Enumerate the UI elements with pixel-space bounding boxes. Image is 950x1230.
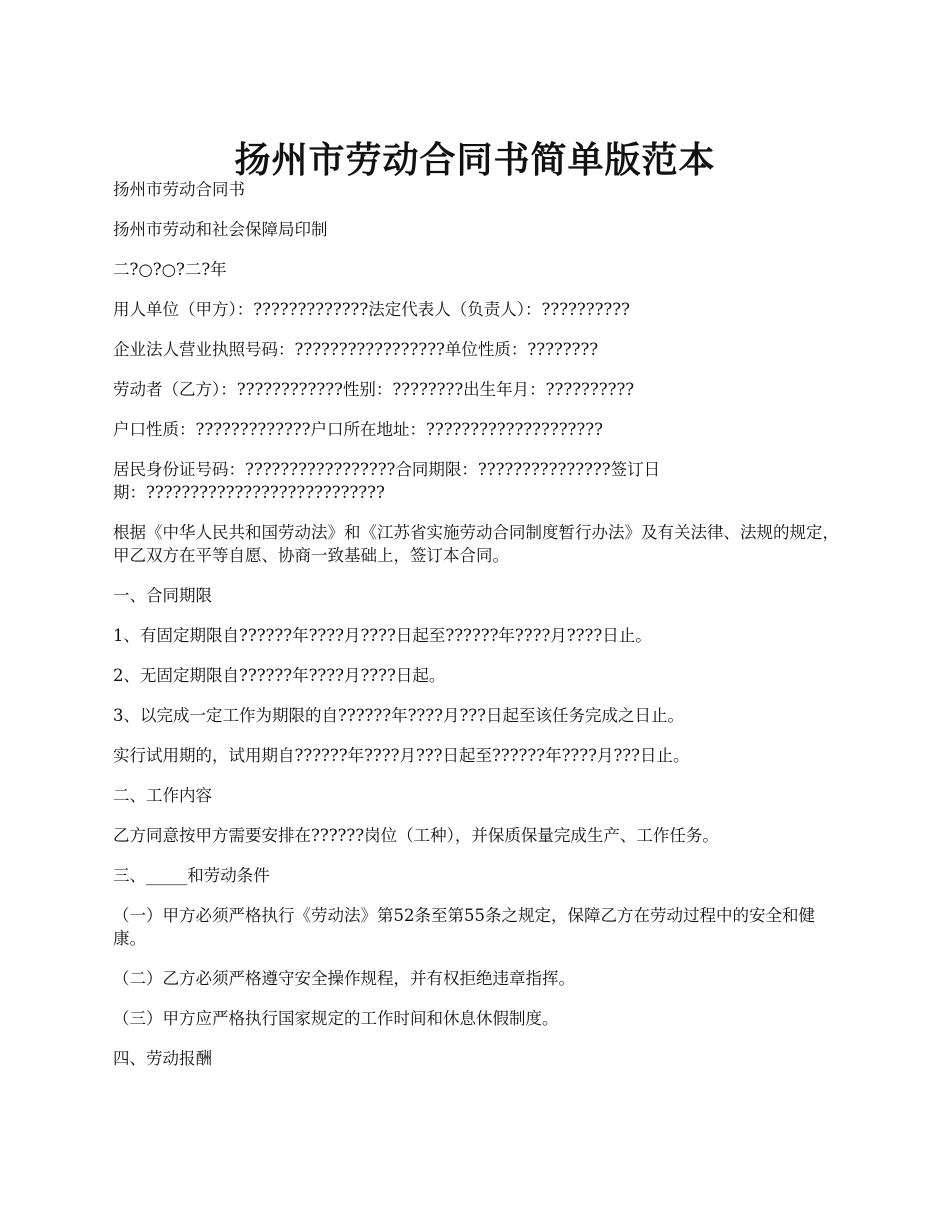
section-heading: 一、合同期限	[113, 586, 212, 605]
paragraph: 户口性质：?????????????户口所在地址：????????????????????	[113, 420, 603, 439]
paragraph: 扬州市劳动合同书	[113, 180, 245, 199]
paragraph: 3、以完成一定工作为期限的自??????年????月???日起至该任务完成之日止。	[113, 706, 684, 725]
paragraph: 实行试用期的，试用期自??????年????月???日起至??????年????月???日止。	[113, 746, 690, 765]
paragraph: （二）乙方必须严格遵守安全操作规程，并有权拒绝违章指挥。	[113, 969, 575, 988]
document-title: 扬州市劳动合同书简单版范本	[234, 139, 716, 182]
paragraph: 1、有固定期限自??????年????月????日起至??????年????月????日止。	[113, 626, 652, 645]
paragraph: 用人单位（甲方）：?????????????法定代表人（负责人）：??????????	[113, 300, 630, 319]
paragraph: （三）甲方应严格执行国家规定的工作时间和休息休假制度。	[113, 1009, 559, 1028]
section-heading: 三、_____和劳动条件	[113, 866, 270, 885]
paragraph: 居民身份证号码：?????????????????合同期限：???????????????签订日期：???????????????????????????	[113, 460, 661, 502]
paragraph: 2、无固定期限自??????年????月????日起。	[113, 666, 446, 685]
section-heading: 四、劳动报酬	[113, 1049, 212, 1068]
paragraph: 二?○?○?二?年	[113, 260, 227, 279]
paragraph: 乙方同意按甲方需要安排在??????岗位（工种），并保质保量完成生产、工作任务。	[113, 826, 719, 845]
paragraph: 扬州市劳动和社会保障局印制	[113, 220, 328, 239]
paragraph: 根据《中华人民共和国劳动法》和《江苏省实施劳动合同制度暂行办法》及有关法律、法规的规定，甲乙双方在平等自愿、协商一致基础上，签订本合同。	[113, 523, 839, 565]
paragraph: 劳动者（乙方）：????????????性别：????????出生年月：??????????	[113, 380, 635, 399]
paragraph: 企业法人营业执照号码：?????????????????单位性质：????????	[113, 340, 599, 359]
document-body	[113, 178, 840, 1087]
paragraph: （一）甲方必须严格执行《劳动法》第52条至第55条之规定，保障乙方在劳动过程中的安全和健康。	[113, 906, 815, 948]
section-heading: 二、工作内容	[113, 786, 212, 805]
